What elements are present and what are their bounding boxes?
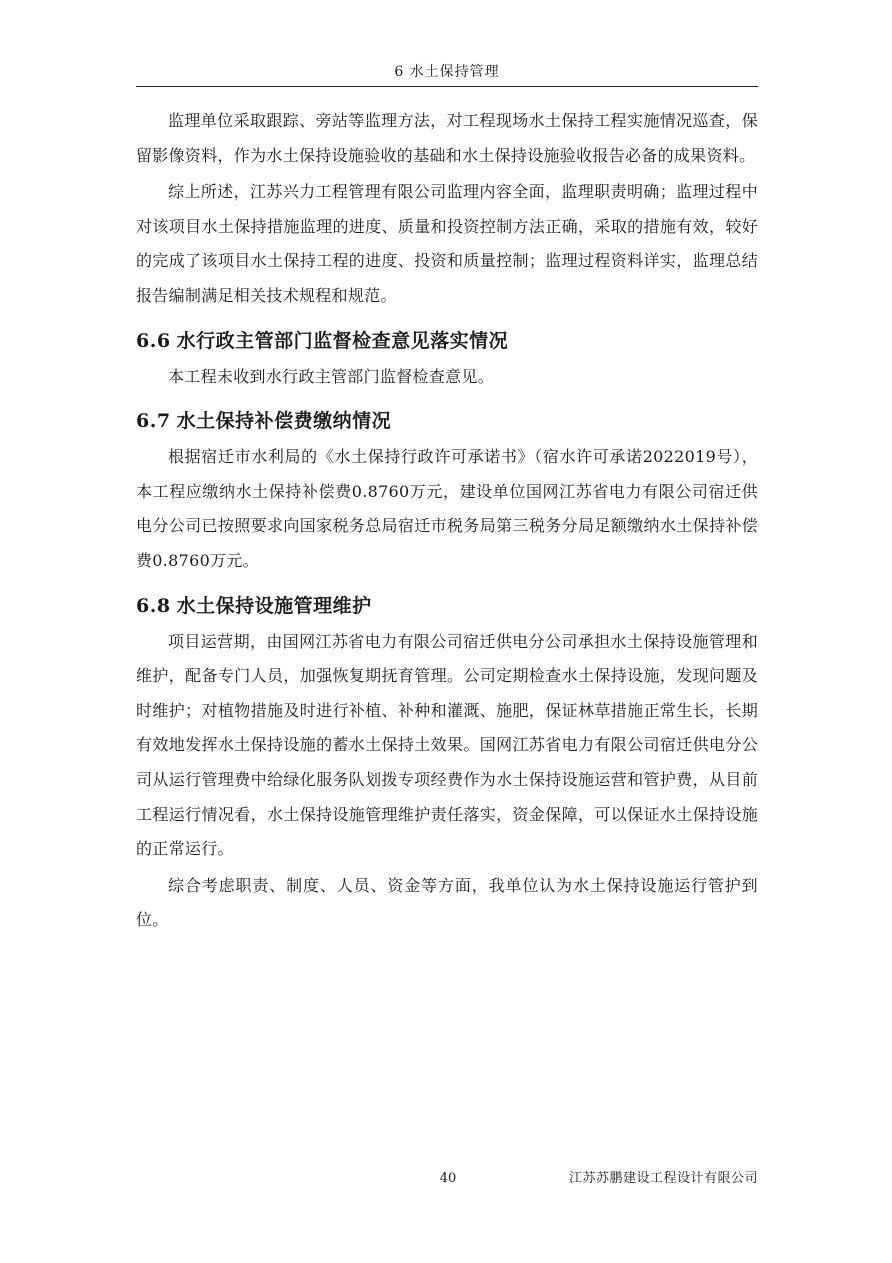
section-number: 6.7 — [136, 410, 171, 433]
section-title: 水土保持设施管理维护 — [176, 594, 372, 617]
section-title: 水行政主管部门监督检查意见落实情况 — [176, 329, 509, 352]
paragraph: 综上所述，江苏兴力工程管理有限公司监理内容全面，监理职责明确；监理过程中对该项目水土保持措施监理的进度、质量和投资控制方法正确，采取的措施有效，较好的完成了该项目水土保持工程的进度、投资和质量控制；监理过程资料详实，监理总结报告编制满足相关技术规程和规范。 — [136, 182, 758, 305]
paragraph: 本工程未收到水行政主管部门监督检查意见。 — [168, 366, 495, 386]
section-heading-6-6 — [136, 322, 758, 360]
section-number: 6.8 — [136, 594, 171, 617]
page-footer — [136, 1168, 758, 1190]
header-divider — [136, 86, 758, 87]
paragraph: 综合考虑职责、制度、人员、资金等方面，我单位认为水土保持设施运行管护到位。 — [136, 875, 758, 930]
document-body — [136, 104, 758, 940]
section-heading-6-7 — [136, 402, 758, 440]
paragraph: 项目运营期，由国网江苏省电力有限公司宿迁供电分公司承担水土保持设施管理和维护，配备专门人员，加强恢复期抚育管理。公司定期检查水土保持设施，发现问题及时维护；对植物措施及时进行补植、补种和灌溉、施肥，保证林草措施正常生长，长期有效地发挥水土保持设施的蓄水土保持土效果。国网江苏省电力有限公司宿迁供电分公司从运行管理费中给绿化服务队划拨专项经费作为水土保持设施运营和管护费，从目前工程运行情况看，水土保持设施管理维护责任落实，资金保障，可以保证水土保持设施的正常运行。 — [136, 631, 758, 859]
page-header: 6 水土保持管理 — [394, 64, 500, 80]
paragraph: 根据宿迁市水利局的《水土保持行政许可承诺书》（宿水许可承诺2022019号），本工程应缴纳水土保持补偿费0.8760万元，建设单位国网江苏省电力有限公司宿迁供电分公司已按照要求向国家税务总局宿迁市税务局第三税务分局足额缴纳水土保持补偿费0.8760万元。 — [136, 447, 758, 570]
company-name: 江苏苏鹏建设工程设计有限公司 — [568, 1171, 758, 1186]
page-number: 40 — [439, 1171, 457, 1186]
section-title: 水土保持补偿费缴纳情况 — [176, 410, 392, 433]
section-number: 6.6 — [136, 329, 171, 352]
paragraph: 监理单位采取跟踪、旁站等监理方法，对工程现场水土保持工程实施情况巡查，保留影像资料，作为水土保持设施验收的基础和水土保持设施验收报告必备的成果资料。 — [136, 111, 758, 165]
section-heading-6-8 — [136, 587, 758, 625]
